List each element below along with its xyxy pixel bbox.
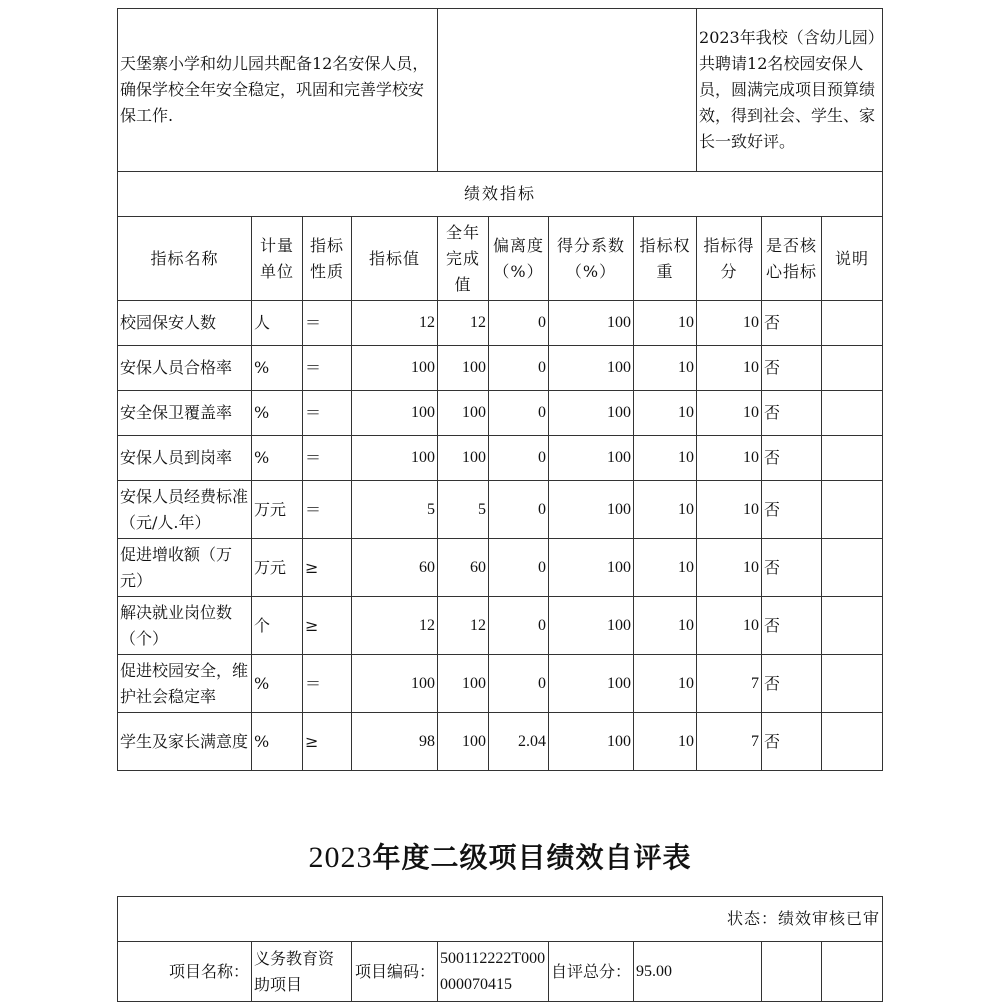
- indicator-score: 10: [697, 346, 762, 391]
- indicator-name: 解决就业岗位数（个）: [118, 597, 252, 655]
- indicator-actual: 100: [438, 346, 489, 391]
- indicator-target: 100: [352, 346, 438, 391]
- indicator-note: [822, 655, 883, 713]
- indicator-note: [822, 301, 883, 346]
- indicator-actual: 12: [438, 301, 489, 346]
- table-row: [118, 391, 883, 436]
- header-score-coefficient: 得分系数（%）: [549, 217, 634, 301]
- indicator-weight: 10: [634, 539, 697, 597]
- indicator-deviation: 0: [489, 391, 549, 436]
- header-is-core: 是否核心指标: [762, 217, 822, 301]
- indicator-is-core: 否: [762, 713, 822, 771]
- indicator-unit: %: [252, 391, 303, 436]
- indicator-deviation: 0: [489, 597, 549, 655]
- indicator-unit: 万元: [252, 481, 303, 539]
- indicator-note: [822, 597, 883, 655]
- indicator-coefficient: 100: [549, 391, 634, 436]
- header-nature: 指标性质: [303, 217, 352, 301]
- indicator-is-core: 否: [762, 539, 822, 597]
- indicator-actual: 12: [438, 597, 489, 655]
- indicator-target: 60: [352, 539, 438, 597]
- header-actual-value: 全年完成值: [438, 217, 489, 301]
- indicator-weight: 10: [634, 655, 697, 713]
- indicator-is-core: 否: [762, 436, 822, 481]
- header-target-value: 指标值: [352, 217, 438, 301]
- self-evaluation-table: [117, 896, 883, 1002]
- indicator-score: 10: [697, 301, 762, 346]
- indicator-name: 促进增收额（万元）: [118, 539, 252, 597]
- blank-cell: [762, 942, 822, 1002]
- indicator-is-core: 否: [762, 346, 822, 391]
- indicator-nature: ≥: [303, 713, 352, 771]
- indicator-weight: 10: [634, 481, 697, 539]
- indicator-weight: 10: [634, 391, 697, 436]
- indicator-target: 100: [352, 436, 438, 481]
- indicator-name: 安全保卫覆盖率: [118, 391, 252, 436]
- project-name-label: 项目名称：: [118, 942, 252, 1002]
- indicator-target: 12: [352, 301, 438, 346]
- indicator-coefficient: 100: [549, 655, 634, 713]
- indicator-name: 安保人员合格率: [118, 346, 252, 391]
- indicator-target: 100: [352, 391, 438, 436]
- indicator-is-core: 否: [762, 655, 822, 713]
- indicator-score: 10: [697, 597, 762, 655]
- indicator-deviation: 0: [489, 481, 549, 539]
- header-deviation: 偏离度（%）: [489, 217, 549, 301]
- indicator-weight: 10: [634, 436, 697, 481]
- indicator-deviation: 2.04: [489, 713, 549, 771]
- project-code-label: 项目编码：: [352, 942, 438, 1002]
- report-title-text: 年度二级项目绩效自评表: [372, 841, 692, 874]
- indicator-score: 10: [697, 391, 762, 436]
- indicator-nature: ＝: [303, 301, 352, 346]
- indicator-score: 10: [697, 436, 762, 481]
- indicator-unit: 人: [252, 301, 303, 346]
- indicator-nature: ＝: [303, 346, 352, 391]
- indicator-actual: 100: [438, 391, 489, 436]
- indicator-name: 校园保安人数: [118, 301, 252, 346]
- indicator-coefficient: 100: [549, 301, 634, 346]
- indicator-target: 100: [352, 655, 438, 713]
- indicator-target: 5: [352, 481, 438, 539]
- indicator-weight: 10: [634, 346, 697, 391]
- indicator-note: [822, 713, 883, 771]
- indicator-unit: %: [252, 713, 303, 771]
- indicator-deviation: 0: [489, 655, 549, 713]
- indicator-coefficient: 100: [549, 713, 634, 771]
- table-row: [118, 539, 883, 597]
- indicator-nature: ≥: [303, 597, 352, 655]
- indicator-deviation: 0: [489, 301, 549, 346]
- status-label: 状态：绩效审核已审: [118, 897, 883, 942]
- self-score-label: 自评总分：: [549, 942, 634, 1002]
- indicator-score: 7: [697, 655, 762, 713]
- report-year: 2023: [308, 841, 373, 874]
- indicator-coefficient: 100: [549, 436, 634, 481]
- indicator-target: 98: [352, 713, 438, 771]
- indicator-weight: 10: [634, 713, 697, 771]
- table-row: [118, 436, 883, 481]
- indicator-actual: 100: [438, 713, 489, 771]
- indicator-coefficient: 100: [549, 597, 634, 655]
- indicator-is-core: 否: [762, 597, 822, 655]
- middle-blank-cell: [438, 9, 697, 172]
- result-description-cell: 2023年我校（含幼儿园）共聘请12名校园安保人员，圆满完成项目预算绩效，得到社会、学生、家长一致好评。: [697, 9, 883, 172]
- indicator-unit: 个: [252, 597, 303, 655]
- indicator-score: 10: [697, 539, 762, 597]
- indicator-unit: 万元: [252, 539, 303, 597]
- indicator-coefficient: 100: [549, 346, 634, 391]
- header-indicator-name: 指标名称: [118, 217, 252, 301]
- report-title: [0, 836, 1000, 876]
- indicator-unit: %: [252, 436, 303, 481]
- indicator-nature: ＝: [303, 481, 352, 539]
- table-row: [118, 346, 883, 391]
- indicator-weight: 10: [634, 597, 697, 655]
- indicator-deviation: 0: [489, 539, 549, 597]
- blank-cell: [822, 942, 883, 1002]
- project-code-value: 500112222T000000070415: [438, 942, 549, 1002]
- indicator-actual: 100: [438, 655, 489, 713]
- indicator-name: 促进校园安全，维护社会稳定率: [118, 655, 252, 713]
- indicator-name: 安保人员经费标准（元/人.年）: [118, 481, 252, 539]
- indicator-score: 10: [697, 481, 762, 539]
- indicator-unit: %: [252, 346, 303, 391]
- indicator-note: [822, 391, 883, 436]
- performance-indicator-table: [117, 8, 883, 771]
- indicator-nature: ＝: [303, 655, 352, 713]
- header-unit: 计量单位: [252, 217, 303, 301]
- indicator-target: 12: [352, 597, 438, 655]
- indicator-is-core: 否: [762, 481, 822, 539]
- target-description-cell: 天堡寨小学和幼儿园共配备12名安保人员，确保学校全年安全稳定，巩固和完善学校安保工作.: [118, 9, 438, 172]
- indicator-weight: 10: [634, 301, 697, 346]
- indicator-nature: ＝: [303, 436, 352, 481]
- table-row: [118, 301, 883, 346]
- indicator-unit: %: [252, 655, 303, 713]
- indicator-actual: 5: [438, 481, 489, 539]
- indicator-name: 学生及家长满意度: [118, 713, 252, 771]
- indicator-note: [822, 346, 883, 391]
- indicator-nature: ≥: [303, 539, 352, 597]
- project-name-value: 义务教育资助项目: [252, 942, 352, 1002]
- table-row: [118, 481, 883, 539]
- indicator-name: 安保人员到岗率: [118, 436, 252, 481]
- header-score: 指标得分: [697, 217, 762, 301]
- indicator-note: [822, 481, 883, 539]
- indicator-score: 7: [697, 713, 762, 771]
- indicator-coefficient: 100: [549, 539, 634, 597]
- indicator-note: [822, 539, 883, 597]
- indicator-section-title: 绩效指标: [118, 172, 883, 217]
- indicator-is-core: 否: [762, 301, 822, 346]
- table-row: [118, 713, 883, 771]
- indicator-nature: ＝: [303, 391, 352, 436]
- indicator-is-core: 否: [762, 391, 822, 436]
- header-weight: 指标权重: [634, 217, 697, 301]
- indicator-actual: 100: [438, 436, 489, 481]
- table-row: [118, 597, 883, 655]
- indicator-note: [822, 436, 883, 481]
- self-score-value: 95.00: [634, 942, 762, 1002]
- table-row: [118, 655, 883, 713]
- indicator-deviation: 0: [489, 436, 549, 481]
- indicator-deviation: 0: [489, 346, 549, 391]
- indicator-actual: 60: [438, 539, 489, 597]
- header-note: 说明: [822, 217, 883, 301]
- indicator-coefficient: 100: [549, 481, 634, 539]
